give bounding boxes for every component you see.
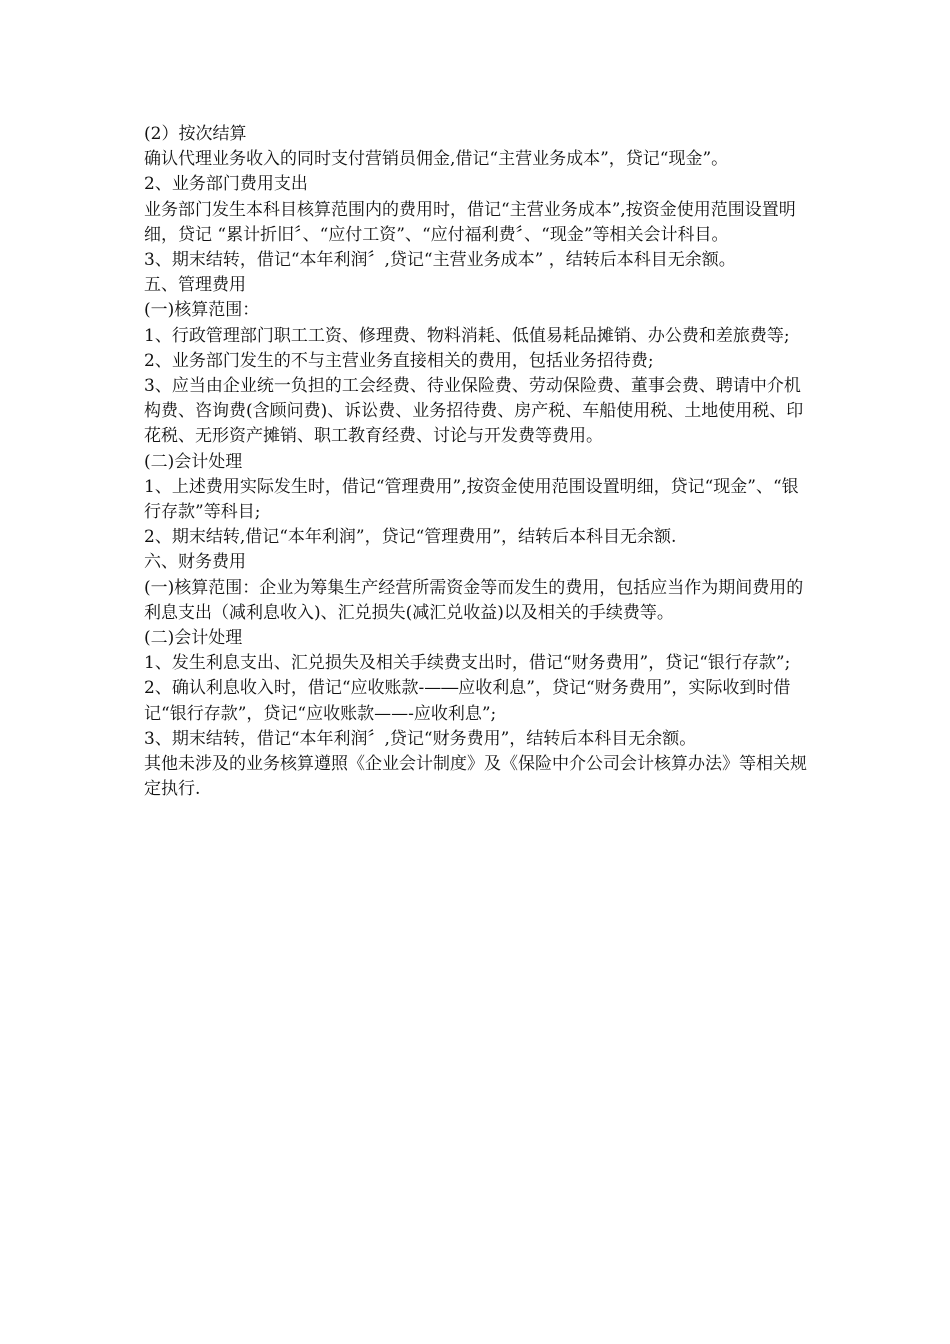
paragraph-financial-scope: (一)核算范围：企业为筹集生产经营所需资金等而发生的费用，包括应当作为期间费用的利息支出（减利息收入)、汇兑损失(减汇兑收益)以及相关的手续费等。 xyxy=(144,577,804,623)
paragraph-department-expense-entry: 业务部门发生本科目核算范围内的费用时，借记“主营业务成本”,按资金使用范围设置明细，贷记 “累计折旧〞、“应付工资”、“应付福利费〞、“现金”等相关会计科目。 xyxy=(144,199,796,245)
section-heading-management-expenses: 五、管理费用 xyxy=(144,275,246,296)
paragraph-management-scope-item-3: 3、应当由企业统一负担的工会经费、待业保险费、劳动保险费、董事会费、聘请中介机构费、咨询费(含顾问费)、诉讼费、业务招待费、房产税、车船使用税、土地使用税、印花税、无形资产摊销、职工教育经费、讨论与开发费等费用。 xyxy=(144,376,804,447)
paragraph-closing-note: 其他未涉及的业务核算遵照《企业会计制度》及《保险中介公司会计核算办法》等相关规定执行. xyxy=(144,754,807,800)
paragraph-management-accounting-item-2: 2、期末结转,借记“本年利润”，贷记“管理费用”，结转后本科目无余额. xyxy=(144,527,677,548)
paragraph-installment-settlement-heading: (2）按次结算 xyxy=(144,124,247,144)
paragraph-department-expense-heading: 2、业务部门费用支出 xyxy=(144,174,308,195)
paragraph-financial-accounting-item-3: 3、期末结转，借记“本年利润〞,贷记“财务费用”，结转后本科目无余额。 xyxy=(144,728,697,749)
paragraph-financial-accounting-item-2: 2、确认利息收入时，借记“应收账款-—―应收利息”，贷记“财务费用”，实际收到时借记“银行存款”，贷记“应收账款——-应收利息”; xyxy=(144,678,791,724)
paragraph-management-scope-item-1: 1、行政管理部门职工工资、修理费、物料消耗、低值易耗品摊销、办公费和差旅费等; xyxy=(144,325,790,346)
subheading-management-accounting: (二)会计处理 xyxy=(144,451,243,472)
paragraph-commission-entry: 确认代理业务收入的同时支付营销员佣金,借记“主营业务成本”，贷记“现金”。 xyxy=(144,149,729,170)
subheading-financial-accounting: (二)会计处理 xyxy=(144,628,243,649)
document-body xyxy=(144,122,812,802)
paragraph-period-end-transfer-cost: 3、期末结转，借记“本年利润〞,贷记“主营业务成本” ，结转后本科目无余额。 xyxy=(144,250,736,271)
section-heading-financial-expenses: 六、财务费用 xyxy=(144,552,246,573)
paragraph-management-scope-item-2: 2、业务部门发生的不与主营业务直接相关的费用，包括业务招待费; xyxy=(144,350,654,371)
paragraph-financial-accounting-item-1: 1、发生利息支出、汇兑损失及相关手续费支出时，借记“财务费用”，贷记“银行存款”; xyxy=(144,653,791,674)
subheading-management-scope: (一)核算范围： xyxy=(144,300,260,321)
paragraph-management-accounting-item-1: 1、上述费用实际发生时，借记“管理费用”,按资金使用范围设置明细，贷记“现金”、“银行存款”等科目; xyxy=(144,476,799,523)
